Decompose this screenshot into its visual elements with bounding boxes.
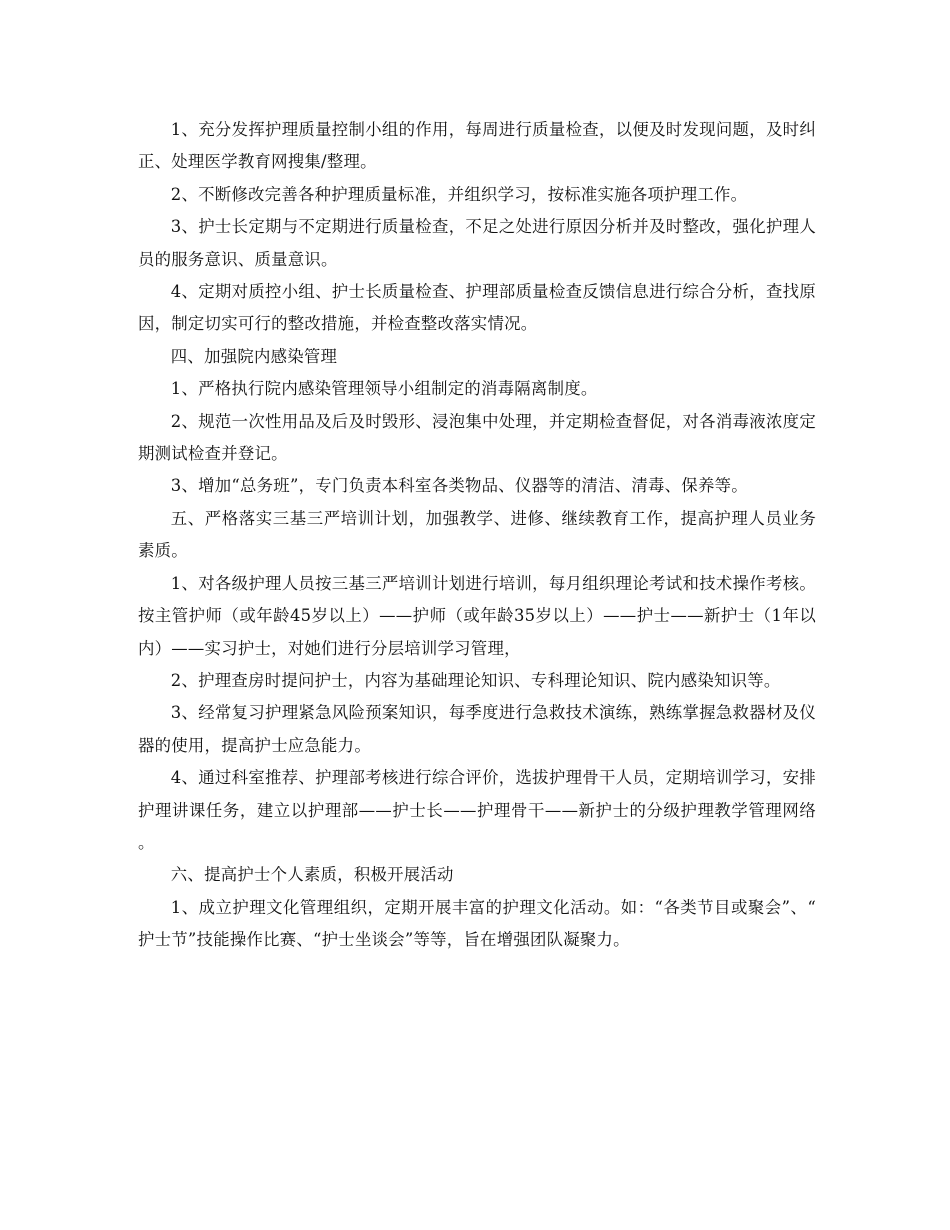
section-heading: 五、严格落实三基三严培训计划，加强教学、进修、继续教育工作，提高护理人员业务素质。	[138, 508, 816, 561]
paragraph: 2、规范一次性用品及后及时毁形、浸泡集中处理，并定期检查督促，对各消毒液浓度定期测试检查并登记。	[138, 411, 816, 464]
paragraph: 1、严格执行院内感染管理领导小组制定的消毒隔离制度。	[170, 379, 598, 399]
paragraph: 2、不断修改完善各种护理质量标准，并组织学习，按标准实施各项护理工作。	[170, 184, 748, 204]
paragraph: 1、成立护理文化管理组织，定期开展丰富的护理文化活动。如：“各类节目或聚会”、“护士节”技能操作比赛、“护士坐谈会”等等，旨在增强团队凝聚力。	[138, 897, 816, 950]
paragraph: 1、对各级护理人员按三基三严培训计划进行培训，每月组织理论考试和技术操作考核。按主管护师（或年龄45岁以上）——护师（或年龄35岁以上）——护士——新护士（1年以内）——实习护士，对她们进行分层培训学习管理，	[138, 573, 816, 658]
paragraph: 4、通过科室推荐、护理部考核进行综合评价，选拔护理骨干人员，定期培训学习，安排护理讲课任务，建立以护理部——护士长——护理骨干——新护士的分级护理教学管理网络。	[138, 768, 816, 852]
paragraph: 3、护士长定期与不定期进行质量检查，不足之处进行原因分析并及时整改，强化护理人员的服务意识、质量意识。	[138, 217, 816, 269]
section-heading: 六、提高护士个人素质，积极开展活动	[170, 865, 454, 885]
section-heading: 四、加强院内感染管理	[170, 346, 338, 366]
paragraph: 3、经常复习护理紧急风险预案知识，每季度进行急救技术演练，熟练掌握急救器材及仪器的使用，提高护士应急能力。	[138, 703, 816, 755]
paragraph: 2、护理查房时提问护士，内容为基础理论知识、专科理论知识、院内感染知识等。	[170, 670, 781, 690]
paragraph: 3、增加“总务班”，专门负责本科室各类物品、仪器等的清洁、清毒、保养等。	[170, 476, 748, 496]
paragraph: 4、定期对质控小组、护士长质量检查、护理部质量检查反馈信息进行综合分析，查找原因，制定切实可行的整改措施，并检查整改落实情况。	[138, 282, 816, 334]
document-body	[138, 114, 816, 957]
paragraph: 1、充分发挥护理质量控制小组的作用，每周进行质量检查，以便及时发现问题，及时纠正、处理医学教育网搜集/整理。	[138, 120, 816, 172]
